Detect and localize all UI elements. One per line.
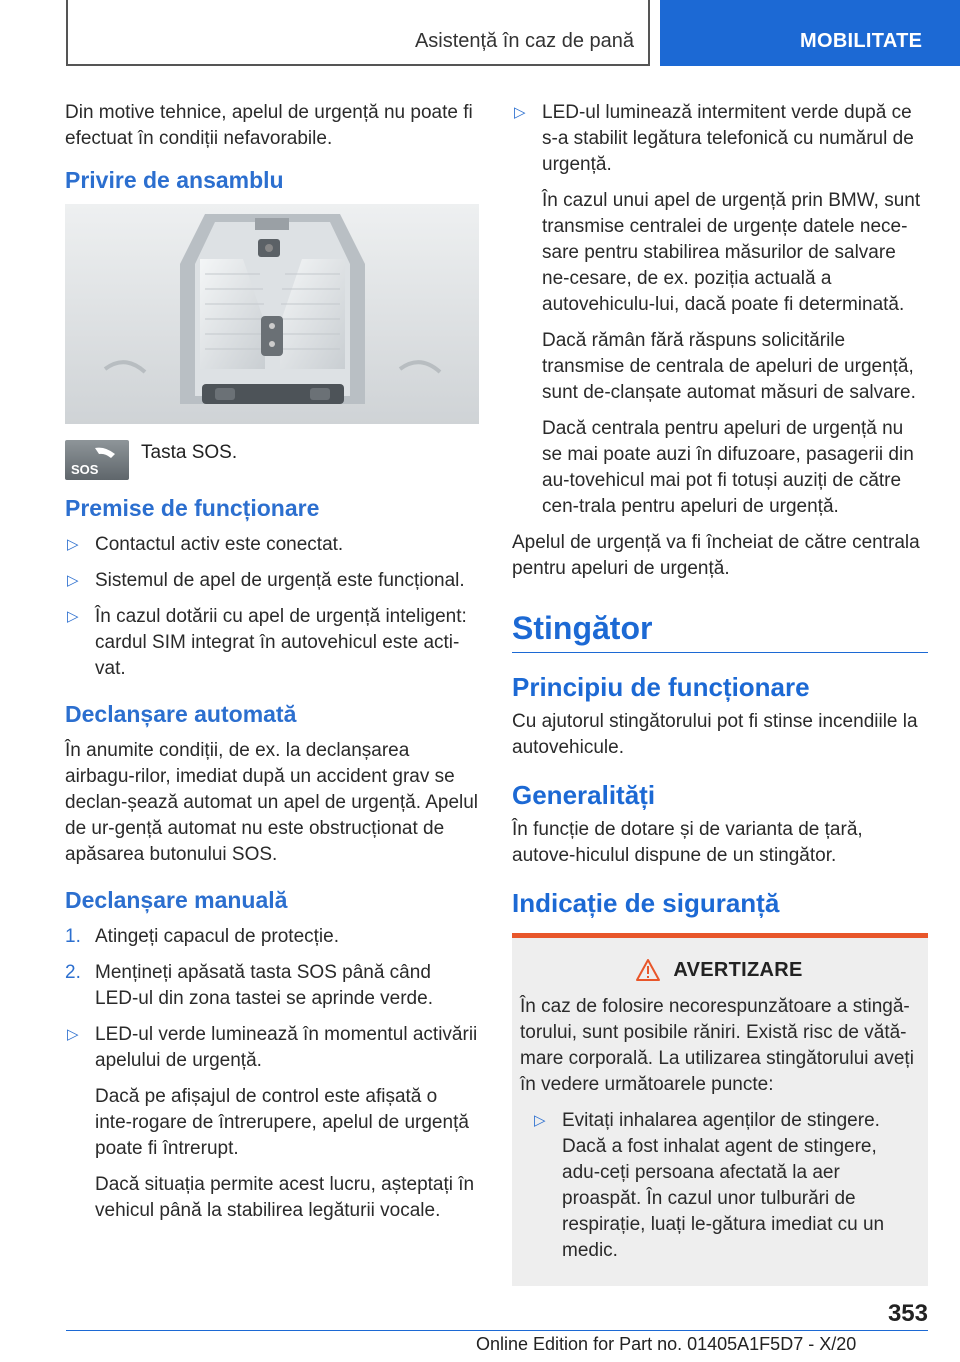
auto-trigger-heading: Declanșare automată <box>65 701 297 727</box>
warning-text: În caz de folosire necorespunzătoare a stingă-torului, sunt posibile răniri. Există risc de vătă-mare corporală. La utilizarea stingătorului aveți în vedere următoarele puncte: <box>520 996 914 1095</box>
led-sub-paragraph: Dacă situația permite acest lucru, așteptați în vehicul până la stabilirea legăturii vocale. <box>95 1174 475 1221</box>
sos-caption-row <box>65 440 479 480</box>
warning-box <box>512 933 928 1286</box>
warning-triangle-icon <box>635 958 661 982</box>
principle-heading: Principiu de funcționare <box>512 672 810 702</box>
led-sub-paragraph: Dacă pe afișajul de control este afișată o inte-rogare de întrerupere, apelul de urgență poate fi întrerupt. <box>95 1086 469 1159</box>
list-item: ▷ Evitați inhalarea agenților de stingere. Dacă a fost inhalat agent de stingere, adu-ceți persoana afectată la aer proaspăt. În cazul unor tulburări de respirație, luați le-gătura imediat cu un medic. <box>534 1110 885 1261</box>
triangle-bullet-icon: ▷ <box>514 104 526 121</box>
auto-trigger-text: În anumite condiții, de ex. la declanșarea airbagu-rilor, imediat după un accident grav se declan-șează automat un apel de urgență. Apelul de ur-gență automat nu este obstrucționat de apăsarea butonului SOS. <box>65 740 479 865</box>
photo-caption: Tasta SOS. <box>141 442 238 463</box>
list-item: ▷ LED-ul verde luminează în momentul activării apelului de urgență. <box>67 1024 478 1071</box>
blink-sub-paragraph: Dacă rămân fără răspuns solicitările transmise de centrala de apeluri de urgență, sunt de-clanșate automat măsuri de salvare. <box>542 330 916 403</box>
sos-panel-photo <box>65 204 479 424</box>
footer-edition: Online Edition for Part no. 01405A1F5D7 - X/20 <box>476 1334 857 1354</box>
intro-paragraph: Din motive tehnice, apelul de urgență nu poate fi efectuat în condiții nefavorabile. <box>65 102 473 149</box>
triangle-bullet-icon: ▷ <box>534 1112 546 1129</box>
header-section-box <box>66 0 650 66</box>
list-item: ▷ LED-ul luminează intermitent verde după ce s-a stabilit legătura telefonică cu numărul de urgență. <box>514 102 914 175</box>
manual-trigger-heading: Declanșare manuală <box>65 887 288 913</box>
step-item: 2. Mențineți apăsată tasta SOS până când LED-ul din zona tastei se aprinde verde. <box>65 962 433 1009</box>
list-item: ▷ Contactul activ este conectat. <box>65 532 479 558</box>
triangle-bullet-icon: ▷ <box>67 608 79 625</box>
blink-sub-paragraph: În cazul unui apel de urgență prin BMW, sunt transmise centralei de urgențe datele nece-sare pentru stabilirea măsurilor de salvare ne-cesare, de ex. poziția actuală a autovehiculu-lui, dacă poate fi determinată. <box>542 190 921 315</box>
triangle-bullet-icon: ▷ <box>67 536 79 553</box>
sos-button-icon <box>65 440 129 480</box>
blink-sub-paragraph: Dacă centrala pentru apeluri de urgență nu se mai poate auzi în difuzoare, pasagerii din au-tovehicul mai pot fi totuși auziți de către cen-trala pentru apeluri de urgență. <box>542 418 914 517</box>
page-number: 353 <box>887 1300 928 1327</box>
footer-divider <box>66 1330 928 1331</box>
sos-icon-label: SOS <box>71 462 99 477</box>
triangle-bullet-icon: ▷ <box>67 572 79 589</box>
safety-heading: Indicație de siguranță <box>512 888 780 918</box>
right-column <box>512 100 928 1286</box>
warning-title: AVERTIZARE <box>673 958 803 981</box>
header-section-title: Asistență în caz de pană <box>414 30 634 52</box>
list-item: ▷ Sistemul de apel de urgență este funcțional. <box>65 568 479 594</box>
triangle-bullet-icon: ▷ <box>67 1026 79 1043</box>
prereq-heading: Premise de funcționare <box>65 495 320 521</box>
chapter-divider <box>512 652 928 653</box>
step-item: 1. Atingeți capacul de protecție. <box>65 926 339 947</box>
call-end-text: Apelul de urgență va fi încheiat de către centrala pentru apeluri de urgență. <box>512 532 920 579</box>
overview-heading: Privire de ansamblu <box>65 167 284 193</box>
header-chapter-tab[interactable] <box>660 0 960 66</box>
general-heading: Generalități <box>512 780 656 810</box>
chapter-title: Stingător <box>512 610 653 646</box>
warning-header <box>520 958 918 982</box>
principle-text: Cu ajutorul stingătorului pot fi stinse incendiile la autovehicule. <box>512 711 918 758</box>
left-column <box>65 100 479 1234</box>
list-item: ▷ În cazul dotării cu apel de urgență inteligent: cardul SIM integrat în autovehicul este acti-vat. <box>67 606 467 679</box>
header-tab-label: MOBILITATE <box>800 30 923 52</box>
roof-console-image <box>65 204 479 424</box>
general-text: În funcție de dotare și de varianta de țară, autove-hiculul dispune de un stingător. <box>512 819 863 866</box>
